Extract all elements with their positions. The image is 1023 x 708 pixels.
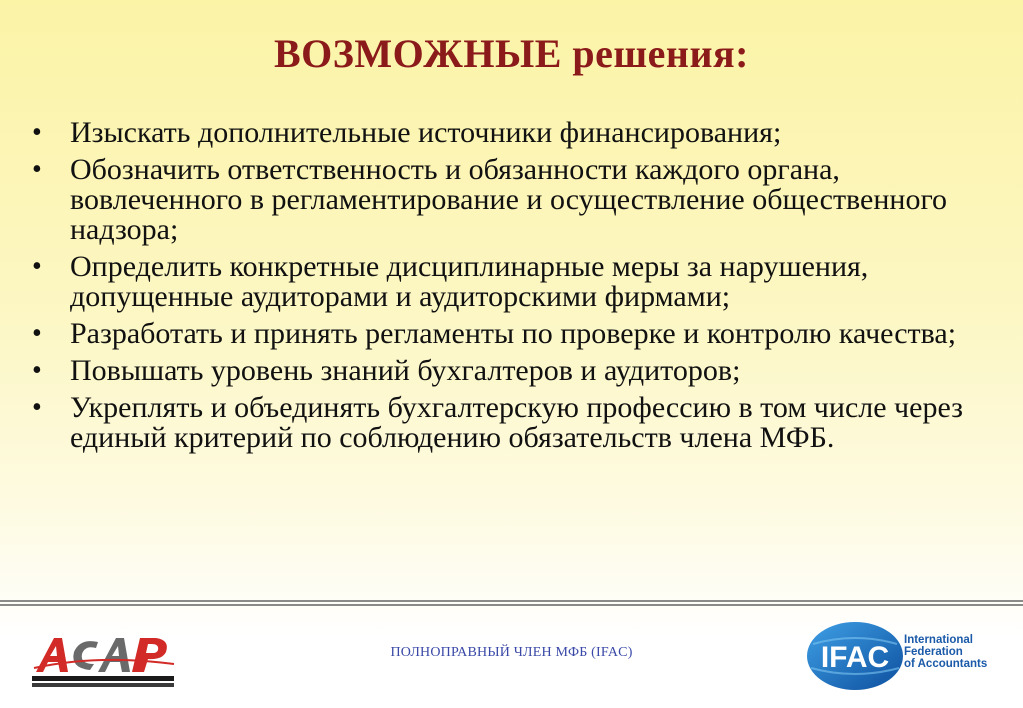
bullet-dot: • <box>32 117 42 148</box>
ifac-label-line1: International <box>904 634 974 646</box>
bullet-item <box>30 252 1000 312</box>
bullet-text: Укреплять и объединять бухгалтерскую профессию в том числе через единый критерий по соблюдению обязательств члена МФБ. <box>70 391 963 454</box>
bullet-item <box>30 319 1000 349</box>
bullet-dot: • <box>32 318 42 349</box>
bullet-text: Изыскать дополнительные источники финансирования; <box>70 116 782 149</box>
bullet-dot: • <box>32 154 42 185</box>
bullet-list <box>30 118 1000 460</box>
bullet-text: Разработать и принять регламенты по проверке и контролю качества; <box>70 317 957 350</box>
bullet-item <box>30 356 1000 386</box>
svg-text:IFAC: IFAC <box>820 641 890 674</box>
ifac-label-line3: of Accountants <box>904 658 988 670</box>
slide-title: ВОЗМОЖНЫЕ решения: <box>274 31 749 76</box>
bullet-item <box>30 155 1000 245</box>
bullet-text: Определить конкретные дисциплинарные меры за нарушения, допущенные аудиторами и аудиторскими фирмами; <box>70 250 869 313</box>
bullet-dot: • <box>32 392 42 423</box>
bullet-text: Обозначить ответственность и обязанности каждого органа, вовлеченного в регламентирование и осуществление общественного надзора; <box>70 153 948 246</box>
ifac-label <box>904 634 987 670</box>
bullet-dot: • <box>32 251 42 282</box>
member-text: ПОЛНОПРАВНЫЙ ЧЛЕН МФБ (IFAC) <box>390 645 633 660</box>
ifac-label-line2: Federation <box>904 646 963 658</box>
bullet-item <box>30 393 1000 453</box>
footer-divider <box>0 600 1023 606</box>
bullet-text: Повышать уровень знаний бухгалтеров и аудиторов; <box>70 354 741 387</box>
bullet-item <box>30 118 1000 148</box>
bullet-dot: • <box>32 355 42 386</box>
